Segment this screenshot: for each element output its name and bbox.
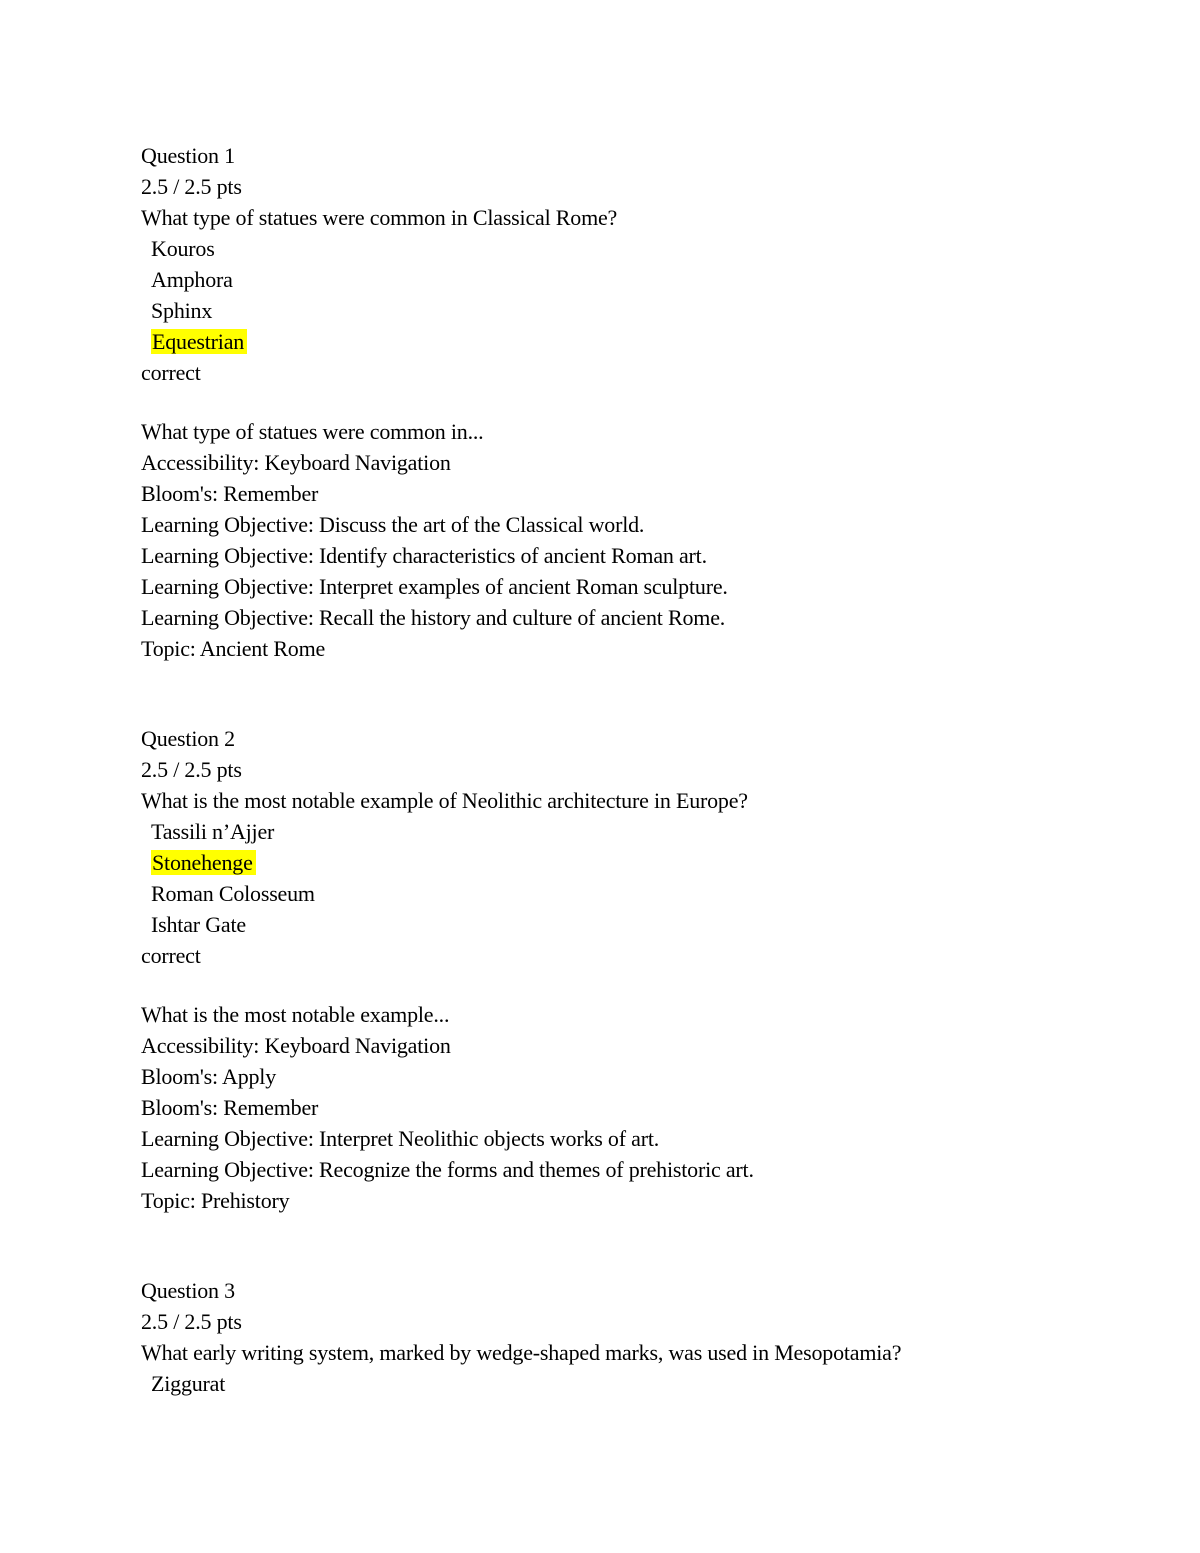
- tag-line: What is the most notable example...: [141, 1002, 450, 1027]
- answer-option: [141, 909, 1141, 940]
- tag-line: Learning Objective: Interpret Neolithic objects works of art.: [141, 1126, 660, 1151]
- question-block: [141, 723, 1141, 1216]
- question-score: 2.5 / 2.5 pts: [141, 757, 242, 782]
- question-title: Question 3: [141, 1278, 235, 1303]
- question-block: [141, 140, 1141, 664]
- question-score: 2.5 / 2.5 pts: [141, 174, 242, 199]
- question-prompt: What early writing system, marked by wedge-shaped marks, was used in Mesopotamia?: [141, 1340, 902, 1365]
- answer-option: [141, 295, 1141, 326]
- tag-line: Accessibility: Keyboard Navigation: [141, 450, 451, 475]
- tag-line: Bloom's: Remember: [141, 481, 319, 506]
- question-prompt: What type of statues were common in Classical Rome?: [141, 205, 618, 230]
- tag-line: Accessibility: Keyboard Navigation: [141, 1033, 451, 1058]
- answer-option: [141, 878, 1141, 909]
- answer-option-text: Kouros: [151, 236, 215, 261]
- tag-line: Learning Objective: Recognize the forms and themes of prehistoric art.: [141, 1157, 754, 1182]
- answer-option: [141, 1368, 1141, 1399]
- answer-option-text: Amphora: [151, 267, 233, 292]
- tag-line: Topic: Ancient Rome: [141, 636, 326, 661]
- answer-option-text: Sphinx: [151, 298, 213, 323]
- answer-option-text: Roman Colosseum: [151, 881, 315, 906]
- question-score: 2.5 / 2.5 pts: [141, 1309, 242, 1334]
- tag-line: Learning Objective: Identify characteristics of ancient Roman art.: [141, 543, 707, 568]
- result-label: correct: [141, 943, 201, 968]
- answer-option-selected: [141, 326, 1141, 357]
- question-prompt: What is the most notable example of Neolithic architecture in Europe?: [141, 788, 748, 813]
- selected-answer-highlight: Equestrian: [151, 329, 247, 354]
- answer-option-text: Ishtar Gate: [151, 912, 246, 937]
- selected-answer-highlight: Stonehenge: [151, 850, 256, 875]
- result-label: correct: [141, 360, 201, 385]
- question-title: Question 2: [141, 726, 235, 751]
- tag-line: Topic: Prehistory: [141, 1188, 290, 1213]
- answer-option: [141, 264, 1141, 295]
- tag-line: Learning Objective: Interpret examples of ancient Roman sculpture.: [141, 574, 728, 599]
- tag-line: Learning Objective: Discuss the art of the Classical world.: [141, 512, 645, 537]
- tag-line: Learning Objective: Recall the history and culture of ancient Rome.: [141, 605, 726, 630]
- tag-line: Bloom's: Apply: [141, 1064, 277, 1089]
- tag-line: What type of statues were common in...: [141, 419, 484, 444]
- question-title: Question 1: [141, 143, 235, 168]
- answer-option: [141, 233, 1141, 264]
- answer-option: [141, 816, 1141, 847]
- document-page: [141, 140, 1141, 1399]
- answer-option-text: Ziggurat: [151, 1371, 226, 1396]
- question-block: [141, 1275, 1141, 1399]
- tag-line: Bloom's: Remember: [141, 1095, 319, 1120]
- answer-option-selected: [141, 847, 1141, 878]
- answer-option-text: Tassili n’Ajjer: [151, 819, 275, 844]
